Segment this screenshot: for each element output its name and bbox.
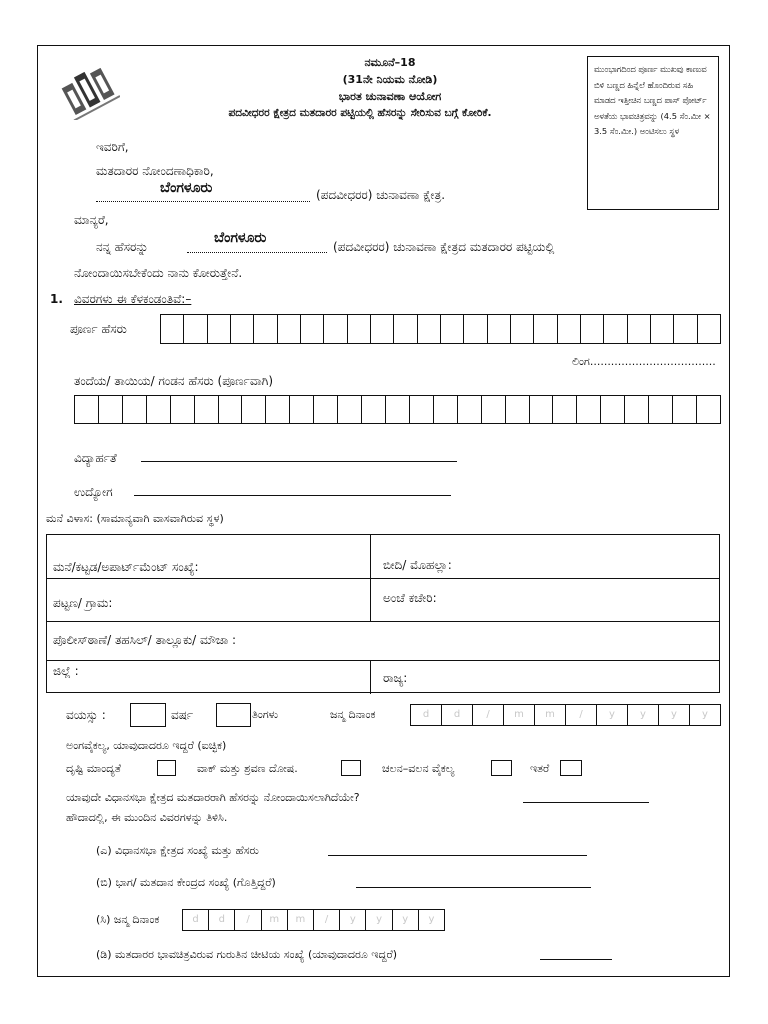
item-c-dob-cell[interactable]: / <box>314 910 340 930</box>
speech-hearing-checkbox[interactable] <box>341 760 361 776</box>
prior-registration-answer-line[interactable] <box>523 802 649 803</box>
item-c-dob-cell[interactable]: y <box>366 910 392 930</box>
addressee-officer: ಮತದಾರರ ನೋಂದಣಾಧಿಕಾರಿ, <box>96 164 214 178</box>
section-number: 1. <box>50 292 63 306</box>
dob-cell[interactable]: / <box>473 705 504 725</box>
request-dotted-line <box>187 252 327 253</box>
item-c-dob-cell[interactable]: y <box>393 910 419 930</box>
request-filled-place[interactable]: ಬೆಂಗಳೂರು <box>214 230 267 246</box>
dob-cell[interactable]: d <box>411 705 442 725</box>
item-a-input-line[interactable] <box>328 855 587 856</box>
dob-cell[interactable]: / <box>566 705 597 725</box>
dob-cell[interactable]: y <box>597 705 628 725</box>
education-input-line[interactable] <box>141 461 457 462</box>
speech-hearing-label: ವಾಕ್ ಮತ್ತು ಶ್ರವಣ ದೋಷ. <box>197 762 298 775</box>
other-disability-checkbox[interactable] <box>560 760 582 776</box>
dob-cell[interactable]: y <box>702 709 708 720</box>
request-line2: ನೋಂದಾಯಿಸಬೇಕೆಂದು ನಾನು ಕೋರುತ್ತೇನೆ. <box>74 266 243 280</box>
visual-impairment-checkbox[interactable] <box>157 760 176 776</box>
commission-name: ಭಾರತ ಚುನಾವಣಾ ಆಯೋಗ <box>338 90 442 103</box>
locomotor-checkbox[interactable] <box>491 760 512 776</box>
months-label: ತಿಂಗಳು <box>252 708 279 721</box>
item-b-input-line[interactable] <box>356 887 591 888</box>
police-station-field[interactable]: ಪೊಲೀಸ್‌ಠಾಣೆ/ ತಹಸಿಲ್/ ತಾಲ್ಲೂಕು/ ಮೌಜಾ : <box>53 633 237 647</box>
other-disability-label: ಇತರೆ <box>530 762 550 775</box>
gender-field[interactable]: ಲಿಂಗ.................................... <box>572 355 716 368</box>
occupation-label: ಉದ್ಯೋಗ <box>74 485 113 499</box>
dob-grid[interactable] <box>410 704 721 726</box>
item-d-label: (ಡಿ) ಮತದಾರರ ಭಾವಚಿತ್ರವಿರುವ ಗುರುತಿನ ಚೀಟಿಯ ಸಂಖ್ಯೆ (ಯಾವುದಾದರೂ ಇದ್ದರೆ) <box>96 948 398 961</box>
town-field[interactable]: ಪಟ್ಟಣ/ ಗ್ರಾಮ: <box>53 596 113 610</box>
dob-label: ಜನ್ಮ ದಿನಾಂಕ <box>330 708 376 721</box>
age-months-box[interactable] <box>216 703 251 727</box>
item-c-dob-cell[interactable]: d <box>183 910 209 930</box>
state-field[interactable]: ರಾಜ್ಯ: <box>383 671 408 685</box>
occupation-input-line[interactable] <box>134 495 451 496</box>
form-subject: ಪದವೀಧರರ ಕ್ಷೇತ್ರದ ಮತದಾರರ ಪಟ್ಟಿಯಲ್ಲಿ ಹೆಸರನ್ನು ಸೇರಿಸುವ ಬಗ್ಗೆ ಕೋರಿಕೆ. <box>228 107 492 119</box>
address-table <box>46 534 720 693</box>
photo-instructions: ಮುಂಭಾಗದಿಂದ ಪೂರ್ಣ ಮುಖವು ಕಾಣುವ ಬಿಳಿ ಬಣ್ಣದ ಹಿನ್ನೆಲೆ ಹೊಂದಿರುವ ಸಹಿ ಮಾಡದ ಇತ್ತೀಚಿನ ಬಣ್ಣದ ಪಾಸ್ ಪೋರ್ಟ್ ಅಳತೆಯ ಭಾವಚಿತ್ರವನ್ನು (4.5 ಸೆಂ.ಮೀ × 3.5 ಸೆಂ.ಮೀ.) ಅಂಟಿಸಲು ಸ್ಥಳ <box>594 64 711 136</box>
item-c-dob-cell[interactable]: y <box>340 910 366 930</box>
salutation: ಮಾನ್ಯರೆ, <box>74 213 109 227</box>
constituency-dotted-line <box>96 201 310 202</box>
dob-cell[interactable]: y <box>659 705 690 725</box>
constituency-filled-value[interactable]: ಬೆಂಗಳೂರು <box>160 180 213 196</box>
dob-cell[interactable]: y <box>628 705 659 725</box>
full-name-boxes[interactable] <box>160 314 721 344</box>
election-commission-logo <box>58 62 120 120</box>
relation-name-boxes[interactable] <box>74 395 721 424</box>
addressee-to: ಇವರಿಗೆ, <box>96 140 129 154</box>
education-label: ವಿದ್ಯಾರ್ಹತೆ <box>74 451 117 465</box>
item-c-dob-cell[interactable]: d <box>209 910 235 930</box>
request-suffix: (ಪದವೀಧರರ) ಚುನಾವಣಾ ಕ್ಷೇತ್ರದ ಮತದಾರರ ಪಟ್ಟಿಯಲ್ಲಿ <box>333 240 555 254</box>
item-c-dob-cell[interactable]: / <box>235 910 261 930</box>
years-label: ವರ್ಷ <box>171 708 194 722</box>
form-number: ನಮೂನೆ–18 <box>364 56 416 69</box>
item-c-dob-grid[interactable] <box>182 909 445 931</box>
locomotor-label: ಚಲನ–ವಲನ ವೈಕಲ್ಯ <box>382 762 455 775</box>
age-years-box[interactable] <box>130 703 166 727</box>
age-label: ವಯಸ್ಸು : <box>66 708 106 722</box>
house-number-field[interactable]: ಮನೆ/ಕಟ್ಟಡ/ಅಪಾರ್ಟ್‌ಮೆಂಟ್ ಸಂಖ್ಯೆ: <box>53 560 199 574</box>
disability-title: ಅಂಗವೈಕಲ್ಯ, ಯಾವುದಾದರೂ ಇದ್ದರೆ (ಐಚ್ಛಿಕ) <box>66 739 227 752</box>
prior-registration-if-yes: ಹೌದಾದಲ್ಲಿ, ಈ ಮುಂದಿನ ವಿವರಗಳನ್ನು ತಿಳಿಸಿ. <box>66 811 228 824</box>
item-c-dob-cell[interactable]: m <box>262 910 288 930</box>
dob-cell[interactable]: m <box>504 705 535 725</box>
photo-placeholder-box[interactable] <box>587 56 719 210</box>
relation-name-label: ತಂದೆಯ/ ತಾಯಿಯ/ ಗಂಡನ ಹೆಸರು (ಪೂರ್ಣವಾಗಿ) <box>74 374 274 388</box>
dob-cell[interactable]: d <box>442 705 473 725</box>
street-field[interactable]: ಬೀದಿ/ ಮೊಹಲ್ಲಾ: <box>383 558 452 572</box>
item-d-input-line[interactable] <box>540 959 612 960</box>
item-c-dob-cell[interactable]: y <box>428 914 435 925</box>
item-c-label: (ಸಿ) ಜನ್ಮ ದಿನಾಂಕ <box>96 913 160 926</box>
item-a-label: (ಎ) ವಿಧಾನಸಭಾ ಕ್ಷೇತ್ರದ ಸಂಖ್ಯೆ ಮತ್ತು ಹೆಸರು <box>96 844 259 857</box>
request-prefix: ನನ್ನ ಹೆಸರನ್ನು <box>96 240 149 254</box>
item-b-label: (ಬಿ) ಭಾಗ/ ಮತದಾನ ಕೇಂದ್ರದ ಸಂಖ್ಯೆ (ಗೊತ್ತಿದ್ದರೆ) <box>96 876 276 889</box>
constituency-suffix: (ಪದವೀಧರರ) ಚುನಾವಣಾ ಕ್ಷೇತ್ರ. <box>316 188 446 202</box>
dob-cell[interactable]: m <box>535 705 566 725</box>
district-field[interactable]: ಜಿಲ್ಲೆ : <box>53 664 79 678</box>
prior-registration-question: ಯಾವುದೇ ವಿಧಾನಸಭಾ ಕ್ಷೇತ್ರದ ಮತದಾರರಾಗಿ ಹೆಸರನ್ನು ನೋಂದಾಯಿಸಲಾಗಿದೆಯೇ? <box>66 791 360 804</box>
residence-label: ಮನೆ ವಿಳಾಸ: (ಸಾಮಾನ್ಯವಾಗಿ ವಾಸವಾಗಿರುವ ಸ್ಥಳ) <box>46 512 224 525</box>
item-c-dob-cell[interactable]: m <box>288 910 314 930</box>
post-office-field[interactable]: ಅಂಚೆ ಕಚೇರಿ: <box>383 591 437 605</box>
section-title: ವಿವರಗಳು ಈ ಕೆಳಕಂಡಂತಿವೆ:– <box>74 292 192 306</box>
rule-reference: (31ನೇ ನಿಯಮ ನೋಡಿ) <box>342 73 438 86</box>
full-name-label: ಪೂರ್ಣ ಹೆಸರು <box>70 322 127 336</box>
visual-impairment-label: ದೃಷ್ಟಿ ಮಾಂದ್ಯತೆ <box>66 762 121 775</box>
